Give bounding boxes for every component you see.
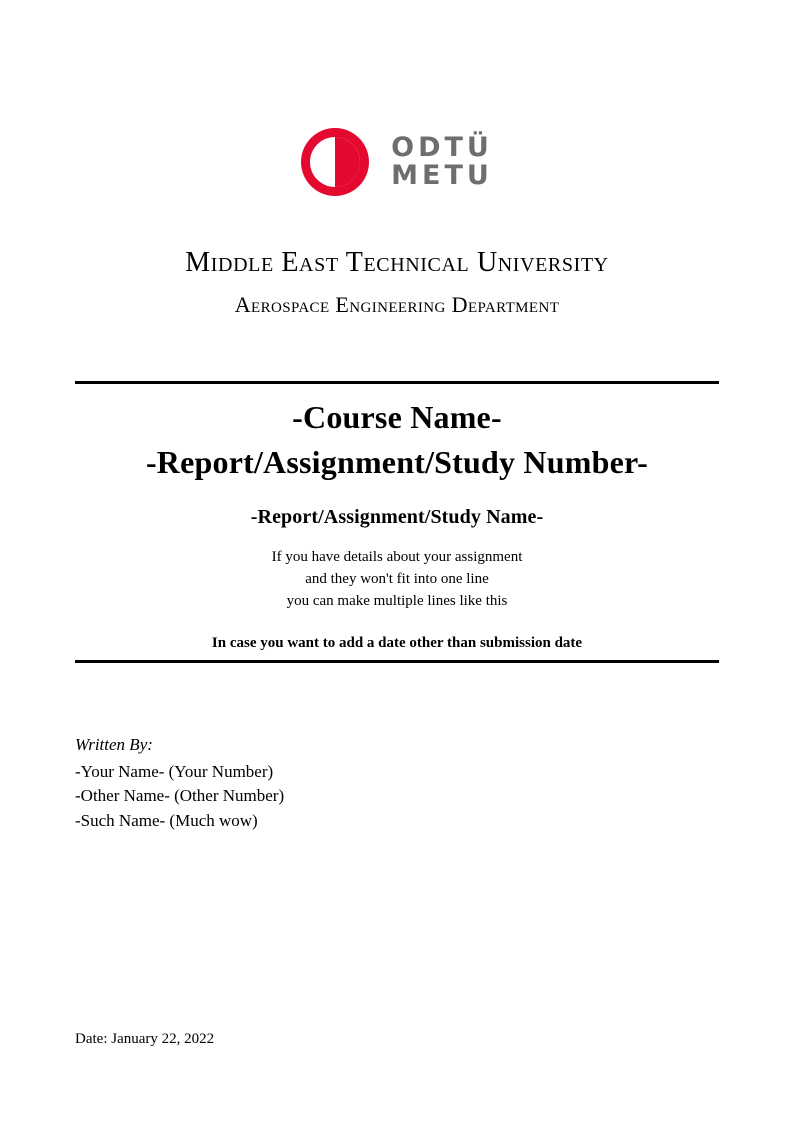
report-name: -Report/Assignment/Study Name- [250, 506, 544, 529]
detail-line: If you have details about your assignment [271, 549, 523, 566]
author-line: -Such Name- (Much wow) [75, 810, 258, 830]
department-name: Aerospace Engineering Department [234, 292, 560, 317]
extra-date-note: In case you want to add a date other than submission date [211, 634, 583, 651]
title-rule-top [75, 381, 719, 384]
logo-text-metu: METU [391, 160, 493, 191]
assignment-details [75, 547, 719, 612]
course-name: -Course Name- [292, 399, 502, 435]
written-by-label: Written By: [75, 735, 153, 754]
metu-logo-wordmark [391, 131, 493, 191]
title-block [75, 396, 719, 652]
metu-logo-mark-icon [301, 128, 369, 196]
title-rule-bottom [75, 660, 719, 663]
metu-logo [0, 128, 794, 196]
report-number: -Report/Assignment/Study Number- [145, 444, 649, 481]
detail-line: and they won't fit into one line [305, 571, 489, 588]
document-date: Date: January 22, 2022 [75, 1031, 215, 1047]
author-line: -Your Name- (Your Number) [75, 761, 274, 781]
university-name: Middle East Technical University [185, 247, 609, 278]
authors-block [75, 733, 719, 834]
detail-line: you can make multiple lines like this [286, 592, 508, 609]
author-line: -Other Name- (Other Number) [75, 786, 285, 806]
logo-text-odtu: ODTÜ [391, 131, 493, 163]
